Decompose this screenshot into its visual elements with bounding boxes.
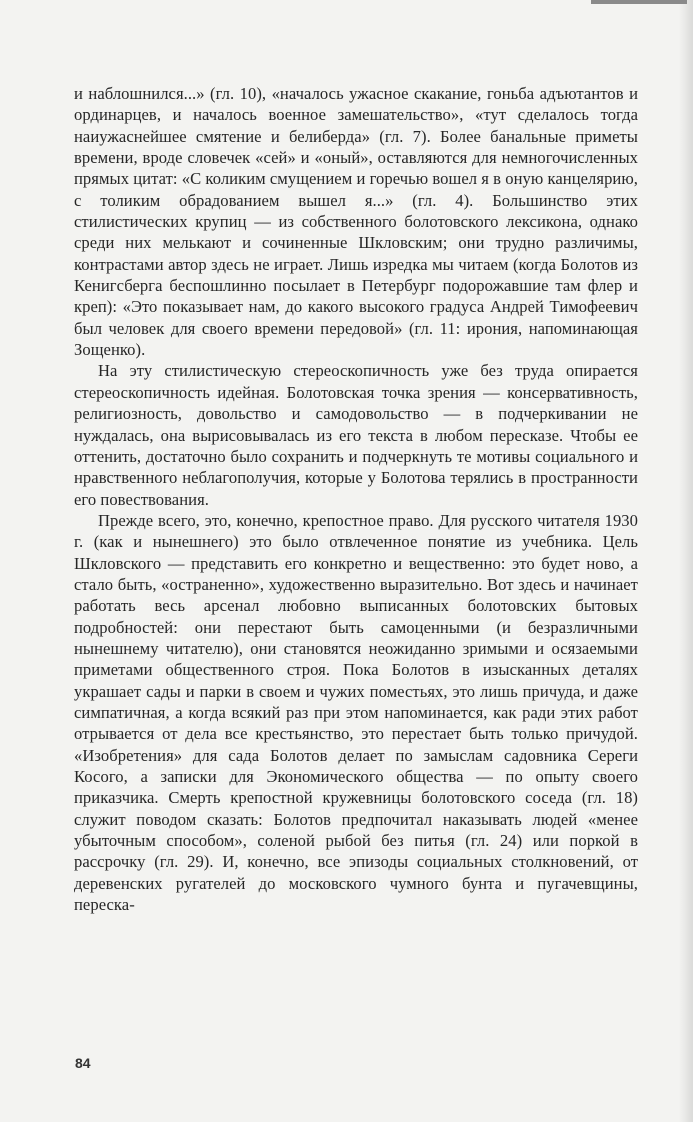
paragraph-3: Прежде всего, это, конечно, крепостное право. Для русского читателя 1930 г. (как и нынешнего) это было отвлеченное понятие из учебника. Цель Шкловского — представить его конкретно и вещественно: это будет ново, а стало быть, «остраненно», художественно выразительно. Вот здесь и начинает работать весь арсенал любовно выписанных болотовских бытовых подробностей: они перестают быть самоценными (и безразличными нынешнему читателю), они становятся неожиданно зримыми и осязаемыми приметами общественного строя. Пока Болотов в изысканных деталях украшает сады и парки в своем и чужих поместьях, это лишь причуда, и даже симпатичная, а когда всякий раз при этом напоминается, как ради этих работ отрывается от дела все крестьянство, это перестает быть только причудой. «Изобретения» для сада Болотов делает по замыслам садовника Сереги Косого, а записки для Экономического общества — по опыту своего приказчика. Смерть крепостной кружевницы болотовского соседа (гл. 18) служит поводом сказать: Болотов предпочитал наказывать людей «менее убыточным способом», соленой рыбой без питья (гл. 24) или поркой в рассрочку (гл. 29). И, конечно, все эпизоды социальных столкновений, от деревенских ругателей до московского чумного бунта и пугачевщины, переска-	[74, 510, 638, 915]
page-number: 84	[75, 1055, 91, 1071]
scan-top-mark	[591, 0, 687, 4]
page-edge-shadow	[679, 0, 693, 1122]
page-body	[74, 83, 638, 915]
paragraph-2: На эту стилистическую стереоскопичность уже без труда опирается стереоскопичность идейная. Болотовская точка зрения — консервативность, религиозность, довольство и самодовольство — в подчеркивании не нуждалась, она вырисовывалась из его текста в любом пересказе. Чтобы ее оттенить, достаточно было сохранить и подчеркнуть те мотивы социального и нравственного неблагополучия, которые у Болотова терялись в пространности его повествования.	[74, 361, 638, 509]
paragraph-1: и наблошнился...» (гл. 10), «началось ужасное скакание, гоньба адъютантов и ординарцев, и началось военное замешательство», «тут сделалось тогда наиужаснейшее смятение и белиберда» (гл. 7). Более банальные приметы времени, вроде словечек «сей» и «оный», оставляются для немногочисленных прямых цитат: «С коликим смущением и горечью вошел я в оную канцелярию, с толиким обрадованием вышел я...» (гл. 4). Большинство этих стилистических крупиц — из собственного болотовского лексикона, однако среди них мелькают и сочиненные Шкловским; они трудно различимы, контрастами автор здесь не играет. Лишь изредка мы читаем (когда Болотов из Кенигсберга беспошлинно посылает в Петербург подорожавшие там флер и креп): «Это показывает нам, до какого высокого градуса Андрей Тимофеевич был человек для своего времени передовой» (гл. 11: ирония, напоминающая Зощенко).	[74, 84, 638, 360]
